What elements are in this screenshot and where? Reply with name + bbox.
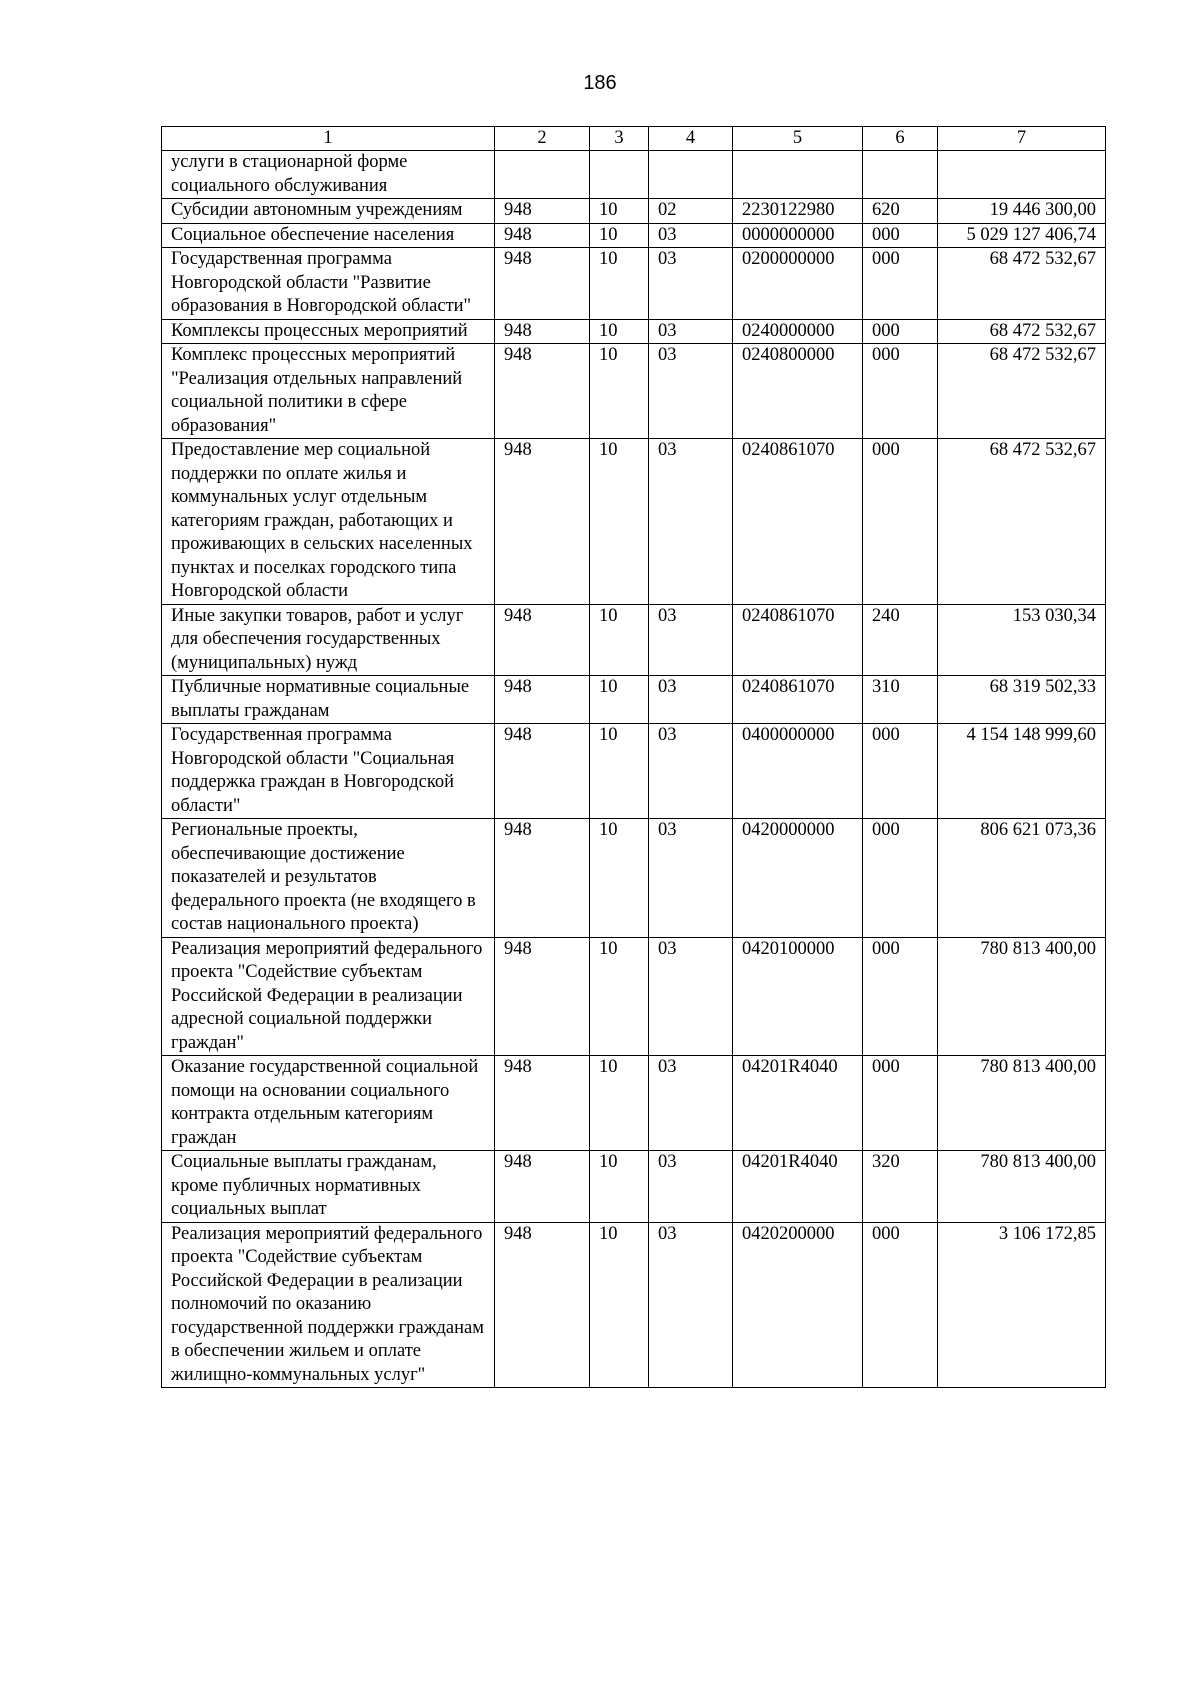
- row-col-4: [649, 151, 733, 199]
- row-col-5: 04201R4040: [733, 1056, 863, 1151]
- row-col-2: 948: [495, 199, 590, 224]
- row-col-6: 320: [863, 1151, 938, 1223]
- row-col-2: 948: [495, 344, 590, 439]
- row-col-5: 0240861070: [733, 604, 863, 676]
- row-col-2: 948: [495, 604, 590, 676]
- row-amount: 68 472 532,67: [938, 344, 1106, 439]
- table-row: [162, 223, 1106, 248]
- row-amount: 68 472 532,67: [938, 439, 1106, 605]
- row-col-4: 02: [649, 199, 733, 224]
- row-col-6: 000: [863, 724, 938, 819]
- table-row: [162, 724, 1106, 819]
- header-col-5: 5: [733, 127, 863, 151]
- row-name: Комплексы процессных мероприятий: [162, 319, 495, 344]
- header-col-2: 2: [495, 127, 590, 151]
- row-name: Комплекс процессных мероприятий "Реализация отдельных направлений социальной политики в сфере образования": [162, 344, 495, 439]
- row-col-4: 03: [649, 248, 733, 320]
- row-col-2: 948: [495, 223, 590, 248]
- row-col-6: 000: [863, 248, 938, 320]
- row-col-3: 10: [590, 604, 649, 676]
- row-col-3: 10: [590, 1056, 649, 1151]
- table-row: [162, 248, 1106, 320]
- row-col-5: 0240000000: [733, 319, 863, 344]
- row-name: Иные закупки товаров, работ и услуг для обеспечения государственных (муниципальных) нужд: [162, 604, 495, 676]
- row-name: Реализация мероприятий федерального проекта "Содействие субъектам Российской Федерации в реализации адресной социальной поддержки граждан": [162, 937, 495, 1056]
- row-col-3: 10: [590, 248, 649, 320]
- row-col-5: [733, 151, 863, 199]
- row-amount: [938, 151, 1106, 199]
- row-amount: 780 813 400,00: [938, 1151, 1106, 1223]
- table-header-row: [162, 127, 1106, 151]
- row-name: Субсидии автономным учреждениям: [162, 199, 495, 224]
- row-col-6: 000: [863, 439, 938, 605]
- header-col-7: 7: [938, 127, 1106, 151]
- row-col-2: 948: [495, 319, 590, 344]
- row-name: Реализация мероприятий федерального проекта "Содействие субъектам Российской Федерации в реализации полномочий по оказанию государственной поддержки гражданам в обеспечении жильем и оплате жилищно-коммунальных услуг": [162, 1222, 495, 1388]
- row-col-3: 10: [590, 199, 649, 224]
- row-amount: 780 813 400,00: [938, 1056, 1106, 1151]
- row-col-3: 10: [590, 319, 649, 344]
- row-amount: 153 030,34: [938, 604, 1106, 676]
- row-col-4: 03: [649, 439, 733, 605]
- row-col-5: 0240861070: [733, 676, 863, 724]
- row-col-5: 0240861070: [733, 439, 863, 605]
- header-col-3: 3: [590, 127, 649, 151]
- table-row: [162, 1056, 1106, 1151]
- row-col-3: 10: [590, 724, 649, 819]
- table-row: [162, 1151, 1106, 1223]
- row-col-5: 0420000000: [733, 819, 863, 938]
- row-name: Социальное обеспечение населения: [162, 223, 495, 248]
- row-col-5: 2230122980: [733, 199, 863, 224]
- table-row: [162, 344, 1106, 439]
- row-col-2: 948: [495, 819, 590, 938]
- row-col-6: 000: [863, 344, 938, 439]
- row-col-4: 03: [649, 819, 733, 938]
- row-col-2: 948: [495, 676, 590, 724]
- row-col-5: 0420200000: [733, 1222, 863, 1388]
- row-col-5: 0000000000: [733, 223, 863, 248]
- row-col-3: 10: [590, 1151, 649, 1223]
- header-col-4: 4: [649, 127, 733, 151]
- row-col-2: 948: [495, 1222, 590, 1388]
- table-body: [162, 151, 1106, 1388]
- row-col-2: 948: [495, 937, 590, 1056]
- table-row: [162, 1222, 1106, 1388]
- row-name: Государственная программа Новгородской области "Развитие образования в Новгородской области": [162, 248, 495, 320]
- row-col-3: 10: [590, 937, 649, 1056]
- row-col-6: 000: [863, 1056, 938, 1151]
- row-col-6: 000: [863, 1222, 938, 1388]
- row-name: Публичные нормативные социальные выплаты гражданам: [162, 676, 495, 724]
- row-col-4: 03: [649, 223, 733, 248]
- row-col-5: 0400000000: [733, 724, 863, 819]
- row-col-5: 0200000000: [733, 248, 863, 320]
- row-name: услуги в стационарной форме социального обслуживания: [162, 151, 495, 199]
- row-col-3: 10: [590, 676, 649, 724]
- row-col-4: 03: [649, 1151, 733, 1223]
- row-col-6: [863, 151, 938, 199]
- row-col-3: 10: [590, 819, 649, 938]
- row-col-4: 03: [649, 676, 733, 724]
- row-col-4: 03: [649, 937, 733, 1056]
- row-col-2: [495, 151, 590, 199]
- page-number: 186: [583, 72, 617, 94]
- row-col-3: 10: [590, 439, 649, 605]
- row-amount: 68 472 532,67: [938, 319, 1106, 344]
- row-amount: 5 029 127 406,74: [938, 223, 1106, 248]
- row-col-4: 03: [649, 344, 733, 439]
- table-row: [162, 937, 1106, 1056]
- row-amount: 806 621 073,36: [938, 819, 1106, 938]
- row-amount: 780 813 400,00: [938, 937, 1106, 1056]
- row-col-5: 0240800000: [733, 344, 863, 439]
- row-col-2: 948: [495, 724, 590, 819]
- row-col-4: 03: [649, 319, 733, 344]
- row-col-4: 03: [649, 724, 733, 819]
- row-col-6: 000: [863, 819, 938, 938]
- row-amount: 68 319 502,33: [938, 676, 1106, 724]
- row-name: Социальные выплаты гражданам, кроме публичных нормативных социальных выплат: [162, 1151, 495, 1223]
- row-col-2: 948: [495, 439, 590, 605]
- table-row: [162, 151, 1106, 199]
- row-name: Предоставление мер социальной поддержки по оплате жилья и коммунальных услуг отдельным категориям граждан, работающих и проживающих в сельских населенных пунктах и поселках городского типа Новгородской области: [162, 439, 495, 605]
- row-amount: 19 446 300,00: [938, 199, 1106, 224]
- row-col-2: 948: [495, 248, 590, 320]
- row-name: Государственная программа Новгородской области "Социальная поддержка граждан в Новгородской области": [162, 724, 495, 819]
- row-col-6: 240: [863, 604, 938, 676]
- row-col-6: 620: [863, 199, 938, 224]
- row-col-2: 948: [495, 1151, 590, 1223]
- table-row: [162, 676, 1106, 724]
- table-row: [162, 819, 1106, 938]
- row-amount: 68 472 532,67: [938, 248, 1106, 320]
- row-col-5: 04201R4040: [733, 1151, 863, 1223]
- row-col-6: 000: [863, 319, 938, 344]
- row-col-6: 000: [863, 937, 938, 1056]
- budget-table: [161, 126, 1106, 1388]
- table-row: [162, 319, 1106, 344]
- row-col-3: 10: [590, 344, 649, 439]
- row-col-4: 03: [649, 604, 733, 676]
- row-col-5: 0420100000: [733, 937, 863, 1056]
- row-col-3: 10: [590, 223, 649, 248]
- row-col-6: 310: [863, 676, 938, 724]
- header-col-1: 1: [162, 127, 495, 151]
- row-name: Региональные проекты, обеспечивающие достижение показателей и результатов федерального проекта (не входящего в состав национального проекта): [162, 819, 495, 938]
- table-row: [162, 604, 1106, 676]
- header-col-6: 6: [863, 127, 938, 151]
- row-col-6: 000: [863, 223, 938, 248]
- row-col-3: 10: [590, 1222, 649, 1388]
- row-col-3: [590, 151, 649, 199]
- row-amount: 3 106 172,85: [938, 1222, 1106, 1388]
- table-row: [162, 439, 1106, 605]
- row-col-4: 03: [649, 1222, 733, 1388]
- row-col-4: 03: [649, 1056, 733, 1151]
- row-name: Оказание государственной социальной помощи на основании социального контракта отдельным категориям граждан: [162, 1056, 495, 1151]
- row-amount: 4 154 148 999,60: [938, 724, 1106, 819]
- row-col-2: 948: [495, 1056, 590, 1151]
- table-row: [162, 199, 1106, 224]
